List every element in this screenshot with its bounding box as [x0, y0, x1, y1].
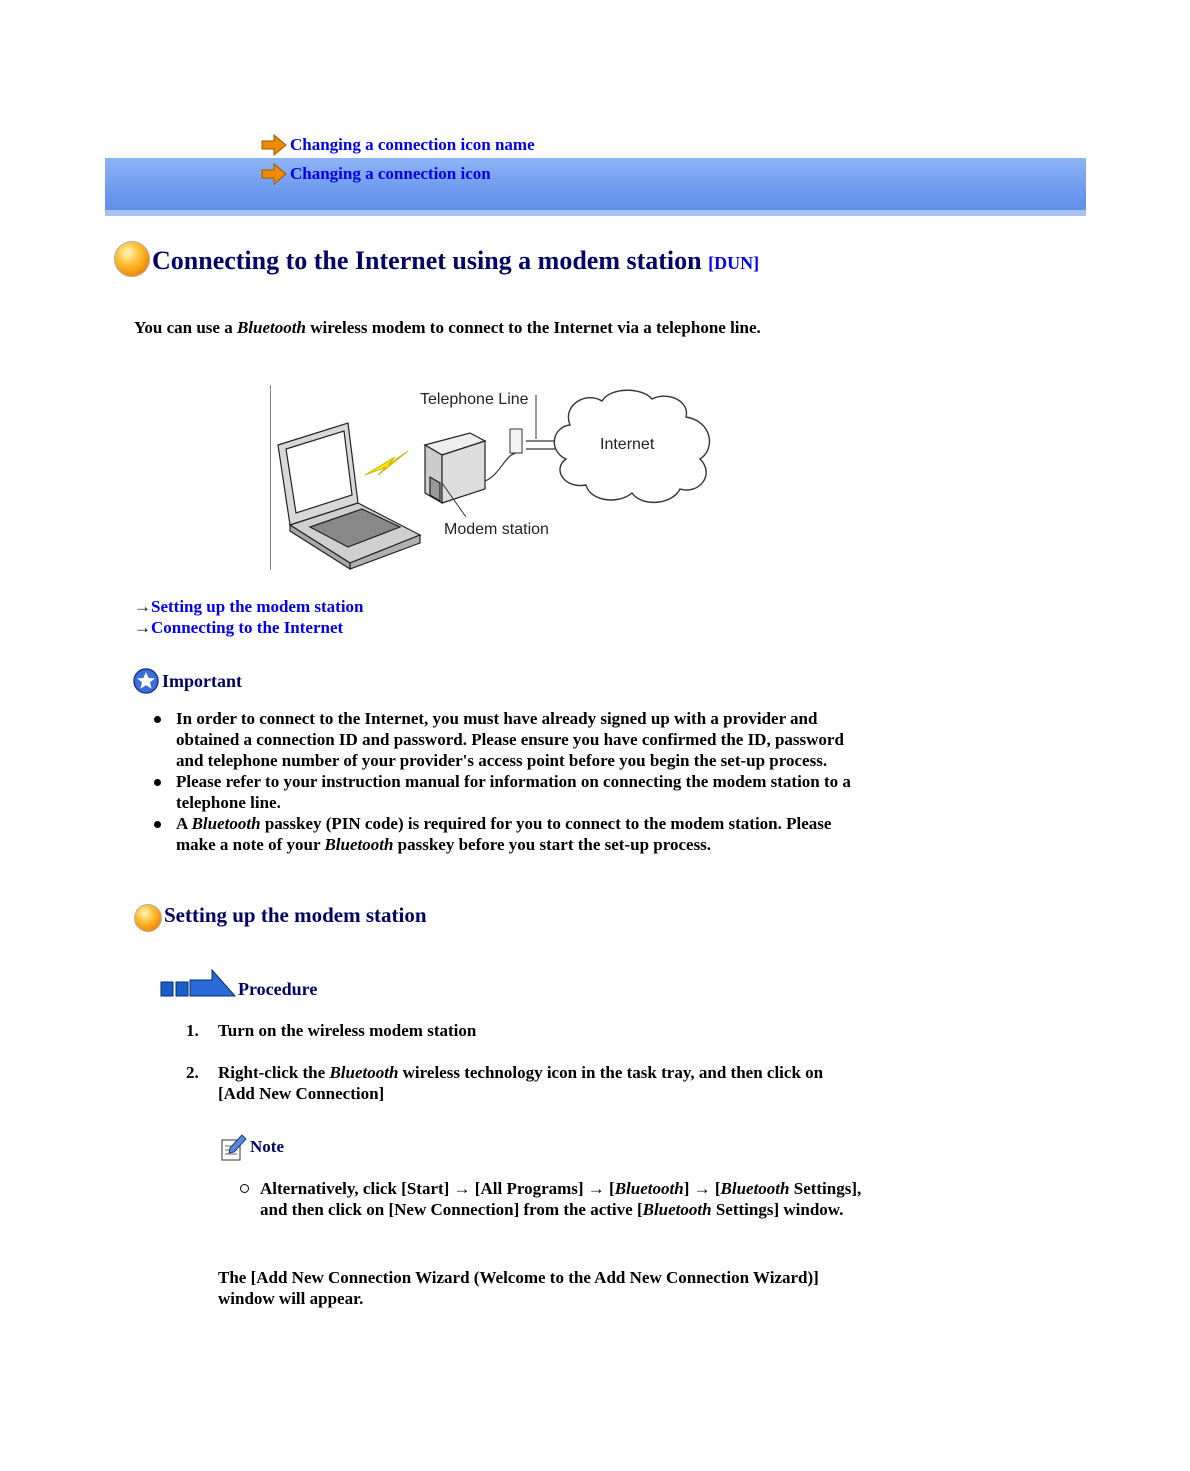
important-star-icon [132, 667, 160, 695]
step-number: 2. [186, 1063, 199, 1082]
nav-link-row [134, 618, 343, 638]
wall-socket [510, 429, 522, 453]
note-heading [218, 1132, 284, 1162]
link-connecting[interactable]: Connecting to the Internet [151, 618, 344, 637]
important-heading [132, 667, 242, 695]
header-band [105, 158, 1086, 216]
intro-text: You can use a Bluetooth wireless modem to connect to the Internet via a telephone line. [134, 318, 761, 337]
step-text: Right-click the Bluetooth wireless technology icon in the task tray, and then click on [Add New Connection] [218, 1063, 824, 1103]
procedure-title: Procedure [238, 979, 318, 999]
step-number: 1. [186, 1021, 199, 1040]
top-link-row [260, 131, 535, 159]
title-tag: [DUN] [708, 253, 760, 273]
laptop-illustration [278, 423, 420, 569]
procedure-step [186, 1062, 866, 1104]
link-setting-up[interactable]: Setting up the modem station [151, 597, 364, 616]
procedure-heading [160, 968, 317, 998]
procedure-steps-icon [160, 968, 236, 998]
important-title: Important [162, 670, 242, 691]
nav-link-row [134, 597, 364, 617]
link-change-icon-name[interactable]: Changing a connection icon name [290, 135, 535, 154]
wireless-bolt [365, 451, 408, 475]
top-link-row [260, 160, 491, 188]
orange-ball-icon [114, 241, 150, 277]
list-item: Please refer to your instruction manual for information on connecting the modem station to a telephone line. [150, 771, 870, 813]
orange-arrow-icon [260, 133, 288, 157]
procedure-step [186, 1020, 866, 1041]
label-internet: Internet [600, 436, 655, 453]
orange-ball-icon [134, 904, 162, 932]
list-item: A Bluetooth passkey (PIN code) is required for you to connect to the modem station. Please make a note of your Bluetooth passkey before you start the set-up process. [150, 813, 870, 855]
after-note-text: The [Add New Connection Wizard (Welcome to the Add New Connection Wizard)] window will appear. [218, 1268, 819, 1308]
list-item: In order to connect to the Internet, you must have already signed up with a provider and obtained a connection ID and password. Please ensure you have confirmed the ID, password and telephone number of your provider's access point before you begin the set-up process. [150, 708, 870, 771]
modem-station-illustration [425, 433, 485, 503]
note-pencil-icon [218, 1132, 248, 1162]
arrow-glyph: → [134, 597, 151, 616]
step-text: Turn on the wireless modem station [218, 1021, 477, 1040]
link-change-icon[interactable]: Changing a connection icon [290, 164, 491, 183]
title-text: Connecting to the Internet using a modem station [152, 246, 702, 275]
section-heading: Setting up the modem station [164, 903, 427, 927]
page-title [152, 246, 759, 276]
arrow-glyph: → [134, 618, 151, 637]
label-modem-station: Modem station [444, 521, 549, 538]
modem-diagram [270, 385, 720, 570]
important-list [150, 708, 870, 855]
orange-arrow-icon [260, 162, 288, 186]
label-telephone-line: Telephone Line [420, 391, 529, 408]
note-title: Note [250, 1137, 284, 1156]
